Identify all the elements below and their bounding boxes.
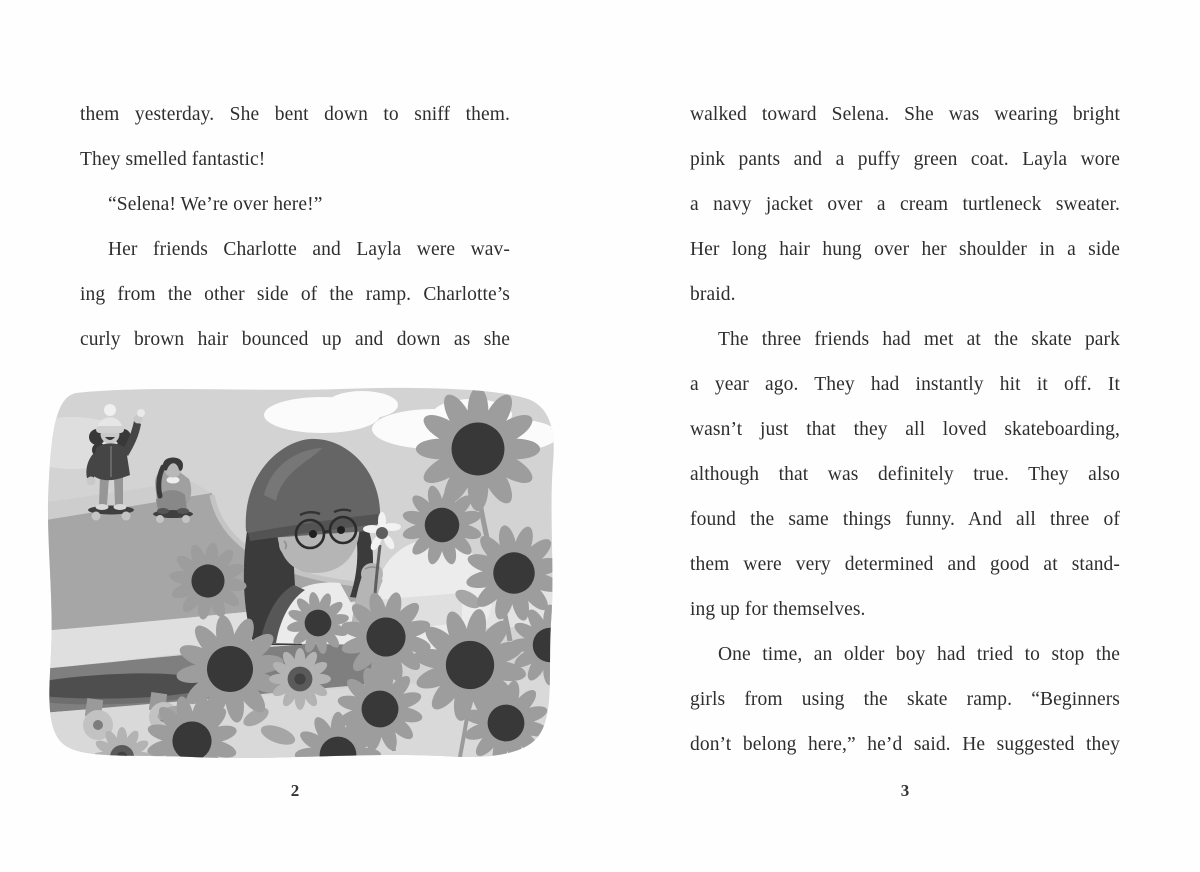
text-line: Her friends Charlotte and Layla were wav- [108, 239, 510, 260]
page-number-left: 2 [290, 781, 300, 800]
text-line: them yesterday. She bent down to sniff them. [80, 104, 510, 125]
text-line: walked toward Selena. She was wearing bright [690, 104, 1120, 125]
illustration-skatepark-sunflowers [42, 383, 560, 765]
page-right [600, 0, 1200, 872]
text-line: One time, an older boy had tried to stop the [718, 644, 1120, 665]
text-line: ing from the other side of the ramp. Charlotte’s [80, 284, 510, 305]
text-line: pink pants and a puffy green coat. Layla wore [690, 149, 1120, 170]
text-line: although that was definitely true. They also [690, 464, 1120, 485]
left-text-column [80, 92, 510, 362]
text-line: found the same things funny. And all three of [690, 509, 1120, 530]
text-line: a year ago. They had instantly hit it off. It [690, 374, 1120, 395]
text-line: “Selena! We’re over here!” [108, 194, 323, 215]
text-line: ing up for themselves. [690, 599, 866, 620]
text-line: curly brown hair bounced up and down as she [80, 329, 510, 350]
text-line: braid. [690, 284, 736, 305]
text-line: wasn’t just that they all loved skateboarding, [690, 419, 1120, 440]
text-line: The three friends had met at the skate park [718, 329, 1120, 350]
page-number-right: 3 [900, 781, 910, 800]
text-line: Her long hair hung over her shoulder in a side [690, 239, 1120, 260]
right-text-column [690, 92, 1120, 767]
text-line: don’t belong here,” he’d said. He suggested they [690, 734, 1120, 755]
text-line: them were very determined and good at stand- [690, 554, 1120, 575]
text-line: They smelled fantastic! [80, 149, 266, 170]
text-line: a navy jacket over a cream turtleneck sweater. [690, 194, 1120, 215]
text-line: girls from using the skate ramp. “Beginners [690, 689, 1120, 710]
